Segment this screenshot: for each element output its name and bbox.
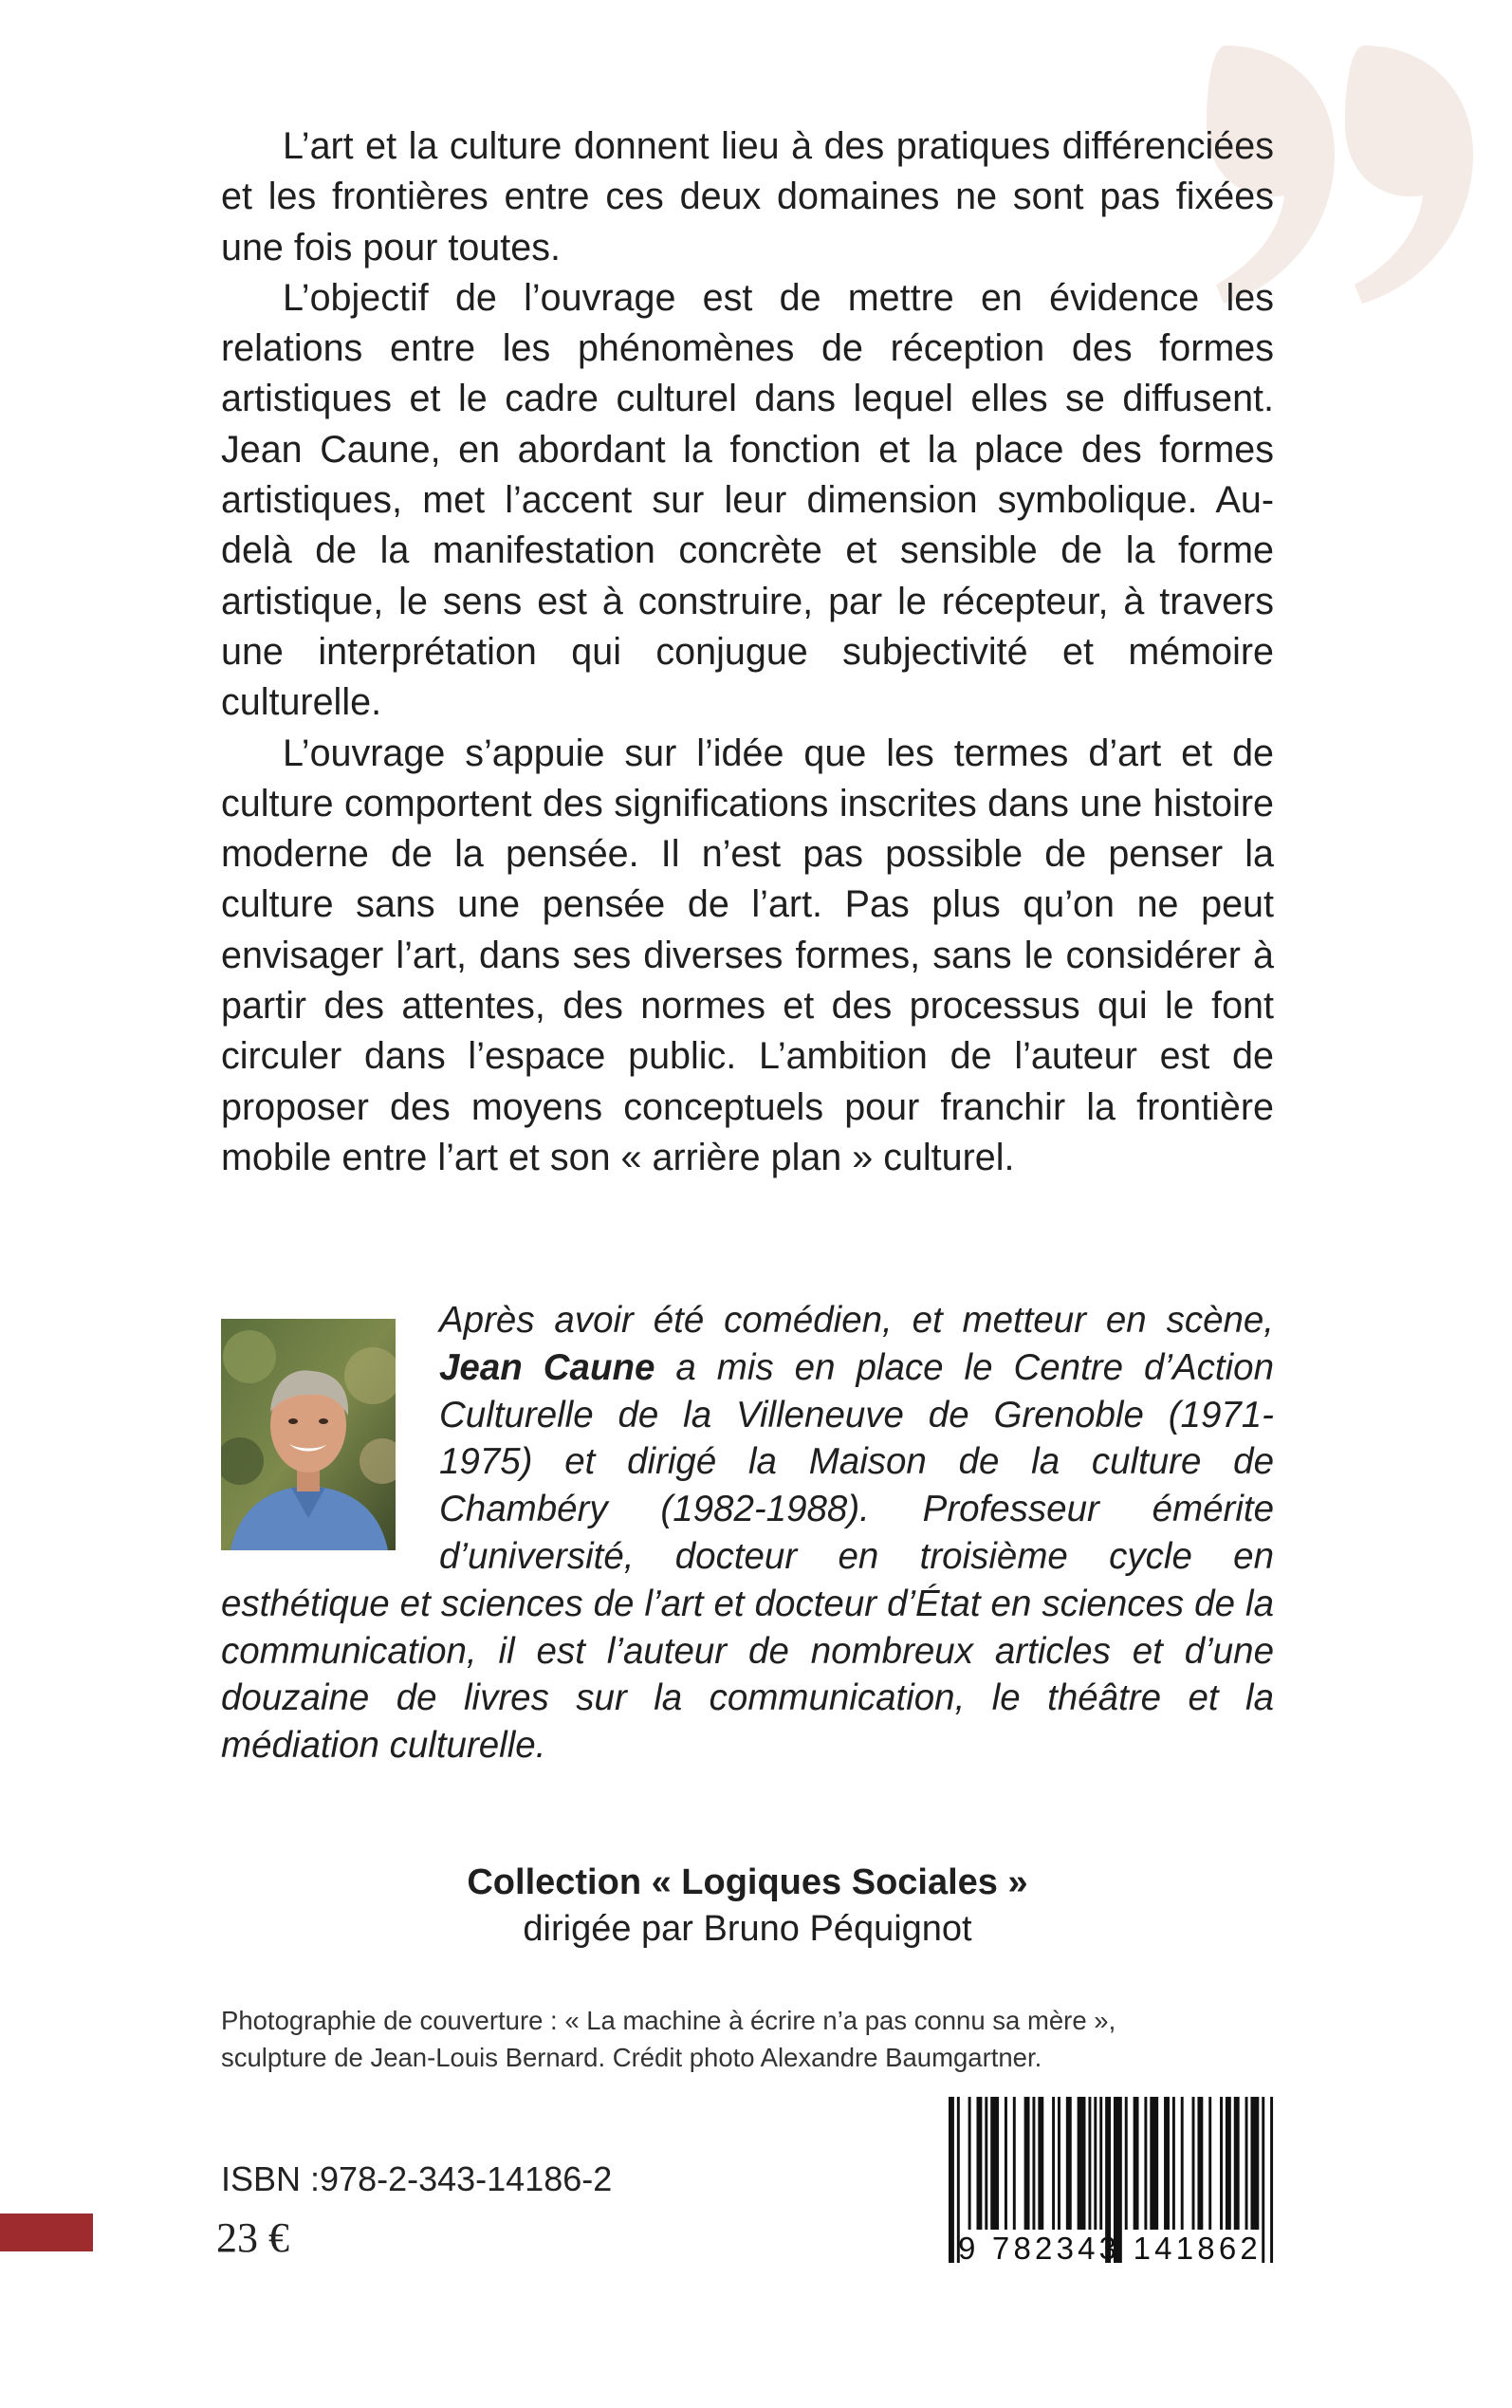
summary-text	[221, 121, 1274, 1183]
barcode-bar	[990, 2097, 999, 2230]
collection-title: Collection « Logiques Sociales »	[467, 1862, 1028, 1902]
barcode-bar	[1197, 2097, 1203, 2230]
barcode-bar	[1144, 2097, 1147, 2230]
barcode-bar	[1094, 2097, 1097, 2230]
barcode-bar	[1234, 2097, 1240, 2230]
bio-text: a mis en place le Centre d’Action Culturelle de la Villeneuve de Grenoble (1971-1975) et dirigé la Maison de la culture de Chambéry (1982-1988). Professeur émérite d’université, docteur en troisième cycle en esthétique et sciences de l’art et docteur d’État en sciences de la communication, il est l’auteur de nombreux articles et d’une douzaine de livres sur la communication, le théâtre et la médiation culturelle.	[221, 1346, 1274, 1767]
barcode-bar	[1024, 2097, 1030, 2230]
barcode-bar	[1250, 2097, 1259, 2230]
photo-spacer	[221, 1297, 439, 1565]
accent-band	[0, 2214, 93, 2251]
quote-mark-icon	[1336, 36, 1478, 311]
barcode-bar	[1245, 2097, 1248, 2230]
isbn: ISBN :978-2-343-14186-2	[221, 2159, 613, 2198]
bio-text: Après avoir été comédien, et metteur en scène,	[439, 1300, 1274, 1341]
collection-info	[221, 1860, 1274, 1953]
barcode-bar	[985, 2097, 987, 2230]
summary-paragraph: L’art et la culture donnent lieu à des pratiques différenciées et les frontières entre ces deux domaines ne sont pas fixées une fois pour toutes.	[221, 125, 1274, 269]
barcode-digits: 9 782343 141862	[958, 2231, 1262, 2266]
barcode-bar	[1220, 2097, 1223, 2230]
cover-credit-line: Photographie de couverture : « La machine à écrire n’a pas connu sa mère »,	[221, 2006, 1116, 2035]
barcode-bar	[1192, 2097, 1195, 2230]
barcode-bar	[949, 2097, 954, 2263]
barcode-bar	[1066, 2097, 1072, 2230]
barcode-bar	[1134, 2097, 1139, 2230]
barcode-bar	[1172, 2097, 1175, 2230]
barcode-bar	[976, 2097, 982, 2230]
author-name: Jean Caune	[439, 1346, 655, 1388]
author-bio	[221, 1297, 1274, 1769]
barcode-bar	[1088, 2097, 1091, 2230]
barcode-bar	[1038, 2097, 1043, 2230]
barcode-bar	[1226, 2097, 1231, 2230]
barcode-bar	[1078, 2097, 1086, 2230]
barcode-bar	[968, 2097, 971, 2230]
cover-credit-line: sculpture de Jean-Louis Bernard. Crédit photo Alexandre Baumgartner.	[221, 2043, 1042, 2072]
barcode-bar	[1181, 2097, 1184, 2230]
barcode-bar	[1013, 2097, 1016, 2230]
barcode-bar	[1099, 2097, 1102, 2230]
barcode-bar	[1164, 2097, 1170, 2230]
barcode-bar	[1208, 2097, 1211, 2230]
price: 23 €	[216, 2214, 289, 2261]
summary-paragraph: L’ouvrage s’appuie sur l’idée que les termes d’art et de culture comportent des significations inscrites dans une histoire moderne de la pensée. Il n’est pas possible de penser la culture sans une pensée de l’art. Pas plus qu’on ne peut envisager l’art, dans ses diverses formes, sans le considérer à partir des attentes, des normes et des processus qui le font circuler dans l’espace public. L’ambition de l’auteur est de proposer des moyens conceptuels pour franchir la frontière mobile entre l’art et son « arrière plan » culturel.	[221, 732, 1274, 1178]
barcode-bar	[1032, 2097, 1035, 2230]
barcode-bar	[1052, 2097, 1055, 2230]
summary-paragraph: L’objectif de l’ouvrage est de mettre en évidence les relations entre les phénomènes de réception des formes artistiques et le cadre culturel dans lequel elles se diffusent. Jean Caune, en abordant la fonction et la place des formes artistiques, met l’accent sur leur dimension symbolique. Au-delà de la manifestation concrète et sensible de la forme artistique, le sens est à construire, par le récepteur, à travers une interprétation qui conjugue subjectivité et mémoire culturelle.	[221, 276, 1274, 724]
collection-director: dirigée par Bruno Péquignot	[523, 1909, 972, 1949]
barcode-bar	[1005, 2097, 1007, 2230]
barcode-bar	[1058, 2097, 1060, 2230]
barcode-bar	[1150, 2097, 1158, 2230]
cover-credit	[221, 2002, 1274, 2076]
barcode-bar	[1125, 2097, 1128, 2230]
